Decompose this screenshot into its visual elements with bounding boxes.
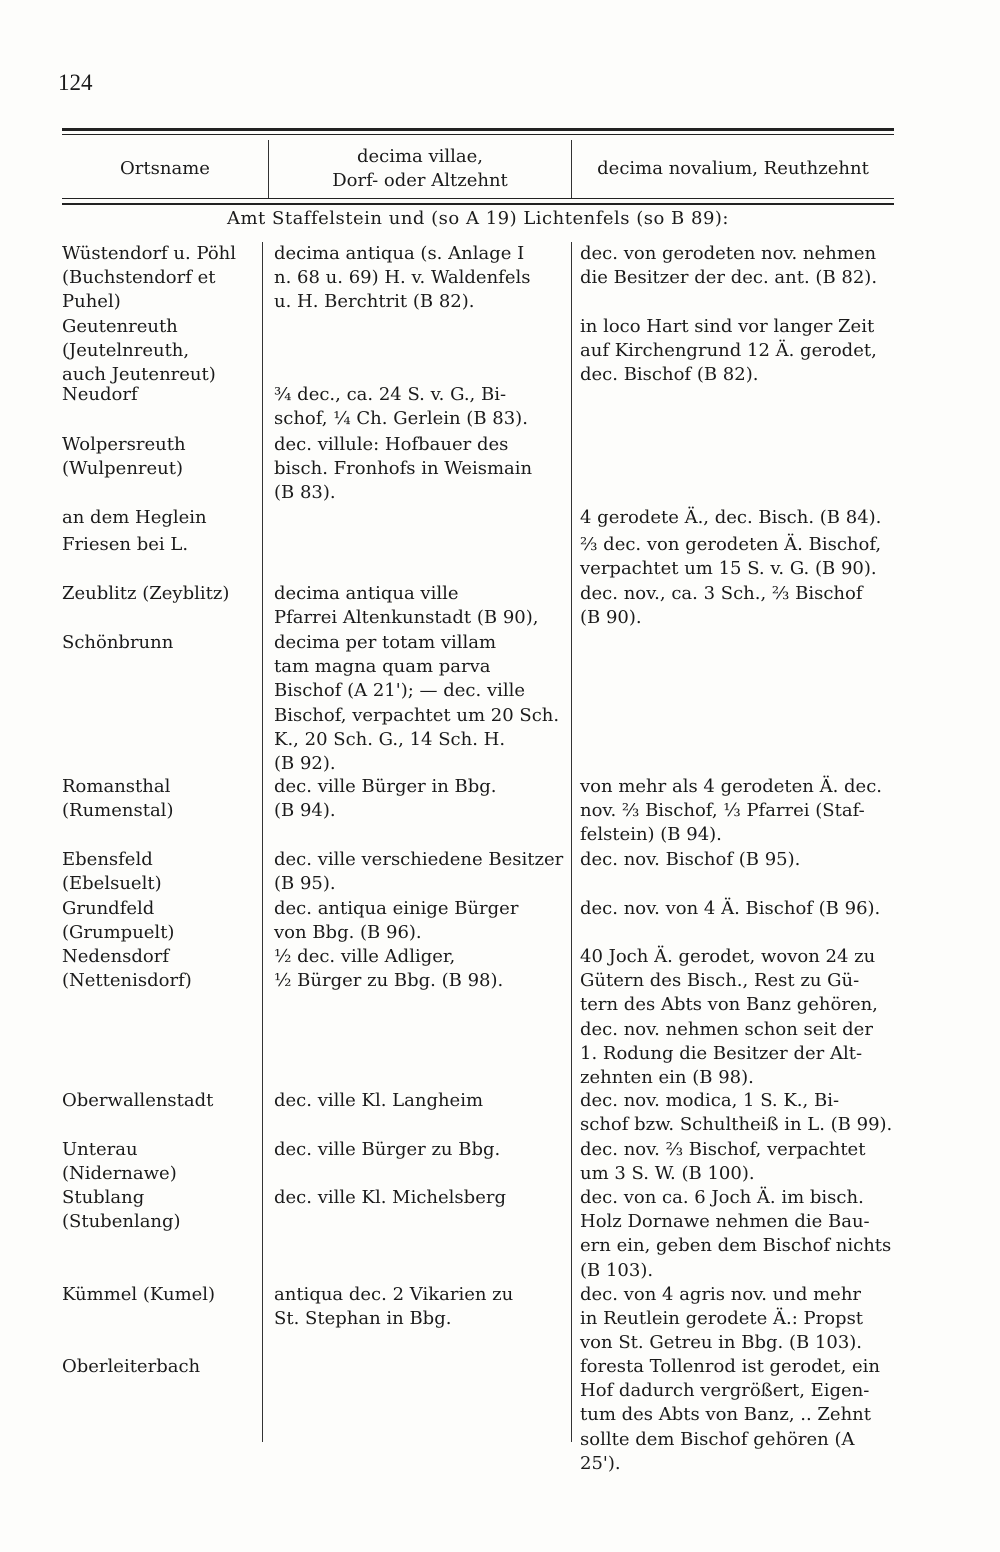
decima-villae-cell: dec. ville Bürger in Bbg. (B 94). [274,776,497,822]
place-name: Schönbrunn [62,632,174,653]
place-name: Zeublitz (Zeyblitz) [62,583,230,604]
decima-novalium-cell: dec. von 4 agris nov. und mehr in Reutlein gerodete Ä.: Propst von St. Getreu in Bbg. (B 103). [580,1284,864,1354]
header-rule-bottom [62,203,894,205]
decima-novalium-cell: ⅔ dec. von gerodeten Ä. Bischof, verpachtet um 15 S. v. G. (B 90). [580,534,882,580]
column-header-decima-villae-line1: decima villae, [356,146,484,167]
place-name: Stublang (Stubenlang) [62,1187,181,1233]
decima-villae-cell: dec. ville Kl. Michelsberg [274,1187,506,1208]
header-rule-bottom-thin [62,198,894,199]
place-name: Grundfeld (Grumpuelt) [62,898,175,944]
decima-novalium-cell: dec. nov. von 4 Ä. Bischof (B 96). [580,898,881,919]
place-name: Nedensdorf (Nettenisdorf) [62,946,192,992]
column-divider-1 [262,242,263,1442]
decima-villae-cell: ¾ dec., ca. 24 S. v. G., Bi- schof, ¼ Ch. Gerlein (B 83). [274,384,528,430]
decima-novalium-cell: dec. nov. ⅔ Bischof, verpachtet um 3 S. W. (B 100). [580,1139,866,1185]
place-name: an dem Heglein [62,507,207,528]
decima-villae-cell: decima per totam villam tam magna quam parva Bischof (A 21'); — dec. ville Bischof, verpachtet um 20 Sch. K., 20 Sch. G., 14 Sch. H. (B 92). [274,632,560,775]
header-divider-1 [268,140,269,198]
decima-novalium-cell: von mehr als 4 gerodeten Ä. dec. nov. ⅔ Bischof, ⅓ Pfarrei (Staf- felstein) (B 94). [580,776,882,846]
header-rule-top-thin [62,134,894,135]
place-name: Oberwallenstadt [62,1090,214,1111]
place-name: Romansthal (Rumenstal) [62,776,174,822]
decima-villae-cell: dec. antiqua einige Bürger von Bbg. (B 96). [274,898,519,944]
place-name: Neudorf [62,384,138,405]
column-divider-2 [571,242,572,1442]
decima-villae-cell: decima antiqua ville Pfarrei Altenkunstadt (B 90), [274,583,539,629]
decima-villae-cell: ½ dec. ville Adliger, ½ Bürger zu Bbg. (B 98). [274,946,504,992]
decima-villae-cell: dec. villule: Hofbauer des bisch. Fronhofs in Weismain (B 83). [274,434,533,504]
decima-novalium-cell: dec. von ca. 6 Joch Ä. im bisch. Holz Dornawe nehmen die Bau- ern ein, geben dem Bischof nichts (B 103). [580,1187,892,1281]
decima-novalium-cell: dec. von gerodeten nov. nehmen die Besitzer der dec. ant. (B 82). [580,243,878,289]
place-name: Kümmel (Kumel) [62,1284,216,1305]
decima-villae-cell: antiqua dec. 2 Vikarien zu St. Stephan in Bbg. [274,1284,514,1330]
place-name: Geutenreuth (Jeutelnreuth, auch Jeutenreut) [62,316,216,386]
decima-villae-cell: dec. ville Kl. Langheim [274,1090,484,1111]
decima-novalium-cell: in loco Hart sind vor langer Zeit auf Kirchengrund 12 Ä. gerodet, dec. Bischof (B 82). [580,316,877,386]
column-header-decima-villae-line2: Dorf- oder Altzehnt [332,170,508,191]
decima-villae-cell: decima antiqua (s. Anlage I n. 68 u. 69) H. v. Waldenfels u. H. Berchtrit (B 82). [274,243,531,313]
decima-novalium-cell: 40 Joch Ä. gerodet, wovon 24 zu Gütern des Bisch., Rest zu Gü- tern des Abts von Banz gehören, dec. nov. nehmen schon seit der 1. Rodung die Besitzer der Alt- zehnten ein (B 98). [580,946,878,1089]
decima-villae-cell: dec. ville Bürger zu Bbg. [274,1139,501,1160]
column-header-place-name: Ortsname [120,158,210,179]
place-name: Wüstendorf u. Pöhl (Buchstendorf et Puhel) [62,243,237,313]
decima-novalium-cell: foresta Tollenrod ist gerodet, ein Hof dadurch vergrößert, Eigen- tum des Abts von Banz, .. Zehnt sollte dem Bischof gehören (A 25'). [580,1356,880,1474]
place-name: Wolpersreuth (Wulpenreut) [62,434,186,480]
place-name: Unterau (Nidernawe) [62,1139,177,1185]
header-divider-2 [571,140,572,198]
decima-novalium-cell: dec. nov. Bischof (B 95). [580,849,801,870]
column-header-decima-villae [269,140,571,198]
page-number: 124 [58,70,93,95]
header-rule-top [62,128,894,131]
decima-novalium-cell: 4 gerodete Ä., dec. Bisch. (B 84). [580,507,882,528]
place-name: Friesen bei L. [62,534,189,555]
decima-novalium-cell: dec. nov., ca. 3 Sch., ⅔ Bischof (B 90). [580,583,863,629]
decima-novalium-cell: dec. nov. modica, 1 S. K., Bi- schof bzw. Schultheiß in L. (B 99). [580,1090,893,1136]
column-header-decima-novalium: decima novalium, Reuthzehnt [597,158,869,179]
place-name: Oberleiterbach [62,1356,201,1377]
section-title: Amt Staffelstein und (so A 19) Lichtenfels (so B 89): [226,208,729,229]
decima-villae-cell: dec. ville verschiedene Besitzer (B 95). [274,849,564,895]
place-name: Ebensfeld (Ebelsuelt) [62,849,162,895]
